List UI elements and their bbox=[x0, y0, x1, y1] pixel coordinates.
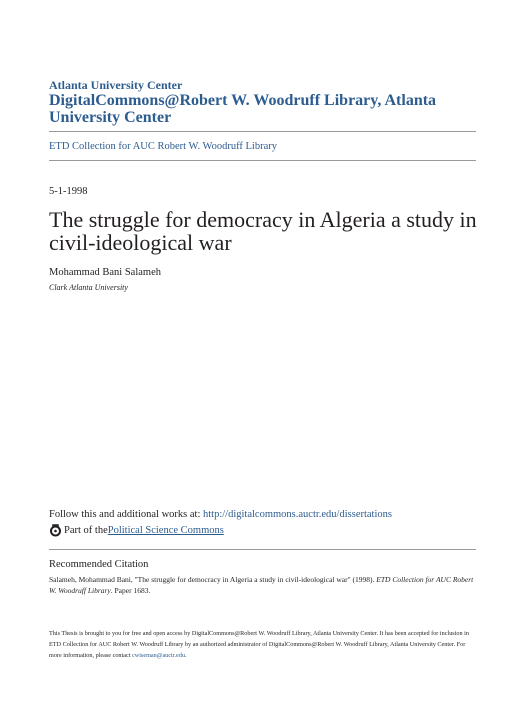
recommended-citation-heading: Recommended Citation bbox=[49, 559, 149, 570]
author-affiliation: Clark Atlanta University bbox=[49, 283, 128, 292]
citation-text bbox=[49, 574, 479, 596]
notice-text: This Thesis is brought to you for free and open access by DigitalCommons@Robert W. Woodruff Library, Atlanta University Center. It has been accepted for inclusion in ETD Collection for AUC Robert W. Woodruff Library by an authorized administrator of DigitalCommons@Robert W. Woodruff Library, Atlanta University Center. For more information, please contact bbox=[49, 630, 469, 659]
citation-end: . Paper 1683. bbox=[110, 586, 151, 595]
citation-collection: ETD Collection for AUC Robert W. Woodruff Library bbox=[49, 575, 474, 595]
political-science-commons-link[interactable]: Political Science Commons bbox=[107, 525, 224, 536]
access-notice bbox=[49, 628, 479, 661]
document-title: The struggle for democracy in Algeria a study in civil-ideological war bbox=[49, 207, 477, 255]
dissertations-link[interactable]: http://digitalcommons.auctr.edu/dissertations bbox=[203, 509, 392, 520]
author-name: Mohammad Bani Salameh bbox=[49, 267, 161, 278]
part-of-line bbox=[49, 524, 224, 537]
part-of-prefix: Part of the bbox=[64, 525, 108, 536]
follow-line bbox=[49, 509, 392, 520]
repository-name[interactable]: DigitalCommons@Robert W. Woodruff Library, Atlanta University Center bbox=[49, 92, 437, 126]
follow-prefix: Follow this and additional works at: bbox=[49, 509, 203, 520]
collection-link[interactable]: ETD Collection for AUC Robert W. Woodruff Library bbox=[49, 141, 277, 152]
divider bbox=[49, 549, 476, 550]
institution-name[interactable]: Atlanta University Center bbox=[49, 78, 183, 92]
divider bbox=[49, 160, 476, 161]
citation-plain: Salameh, Mohammad Bani, "The struggle for democracy in Algeria a study in civil-ideological war" (1998). bbox=[49, 575, 377, 584]
open-access-icon bbox=[49, 524, 62, 537]
divider bbox=[49, 131, 476, 132]
contact-email-link[interactable]: cwiseman@auctr.edu bbox=[132, 652, 185, 659]
publication-date: 5-1-1998 bbox=[49, 186, 88, 197]
notice-end: . bbox=[184, 652, 187, 659]
